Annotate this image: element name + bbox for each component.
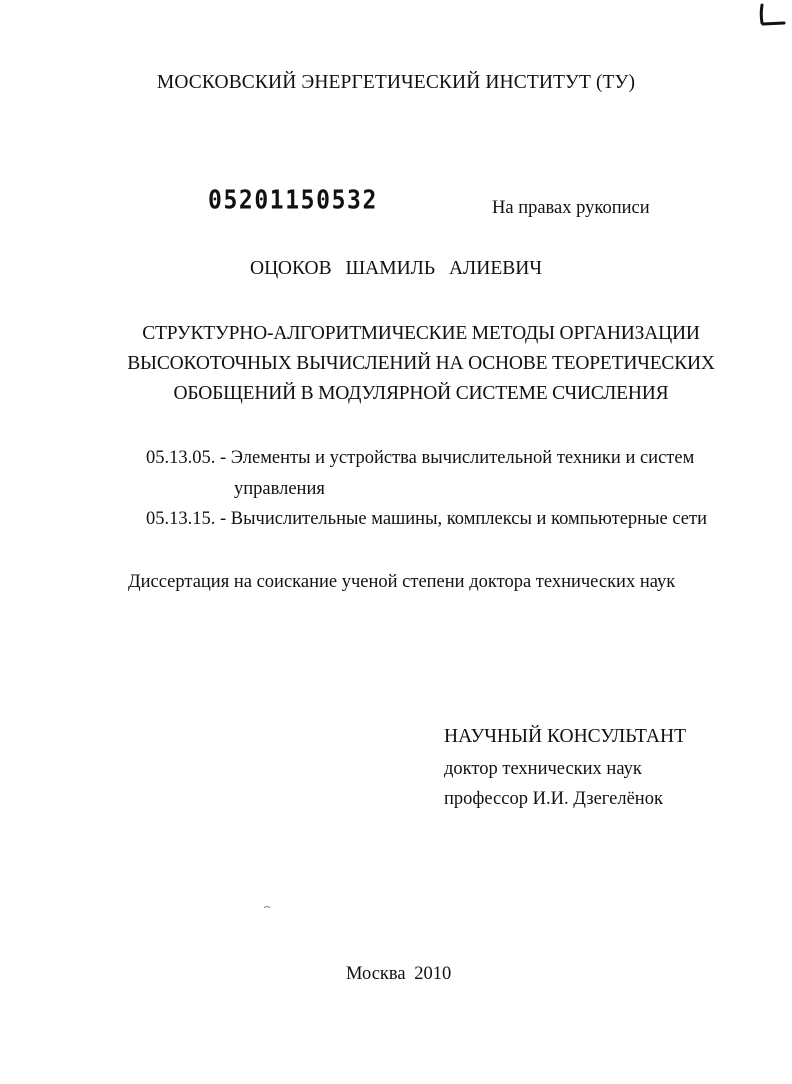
consultant-name: профессор И.И. Дзегелёнок (444, 789, 663, 809)
degree-statement: Диссертация на соискание ученой степени доктора технических наук (128, 572, 676, 592)
consultant-heading: НАУЧНЫЙ КОНСУЛЬТАНТ (444, 726, 686, 747)
dissertation-title-line: ВЫСОКОТОЧНЫХ ВЫЧИСЛЕНИЙ НА ОСНОВЕ ТЕОРЕТИЧЕСКИХ (127, 353, 715, 374)
registry-number-stamp: 05201150532 (208, 186, 378, 216)
institute-name: МОСКОВСКИЙ ЭНЕРГЕТИЧЕСКИЙ ИНСТИТУТ (ТУ) (156, 72, 636, 93)
author-name: ОЦОКОВ ШАМИЛЬ АЛИЕВИЧ (250, 258, 543, 279)
manuscript-rights-note: На правах рукописи (492, 198, 650, 218)
specialty-line: 05.13.15. - Вычислительные машины, комплексы и компьютерные сети (146, 509, 707, 529)
dissertation-title-line: СТРУКТУРНО-АЛГОРИТМИЧЕСКИЕ МЕТОДЫ ОРГАНИЗАЦИИ (142, 323, 700, 344)
dissertation-title-line: ОБОБЩЕНИЙ В МОДУЛЯРНОЙ СИСТЕМЕ СЧИСЛЕНИЯ (173, 383, 669, 404)
scan-speck (264, 906, 270, 908)
specialty-line-continuation: управления (234, 479, 325, 499)
consultant-degree: доктор технических наук (444, 759, 642, 779)
city-and-year: Москва 2010 (346, 964, 452, 984)
specialty-line: 05.13.05. - Элементы и устройства вычислительной техники и систем (146, 448, 695, 468)
handwritten-corner-mark-icon (757, 2, 787, 30)
